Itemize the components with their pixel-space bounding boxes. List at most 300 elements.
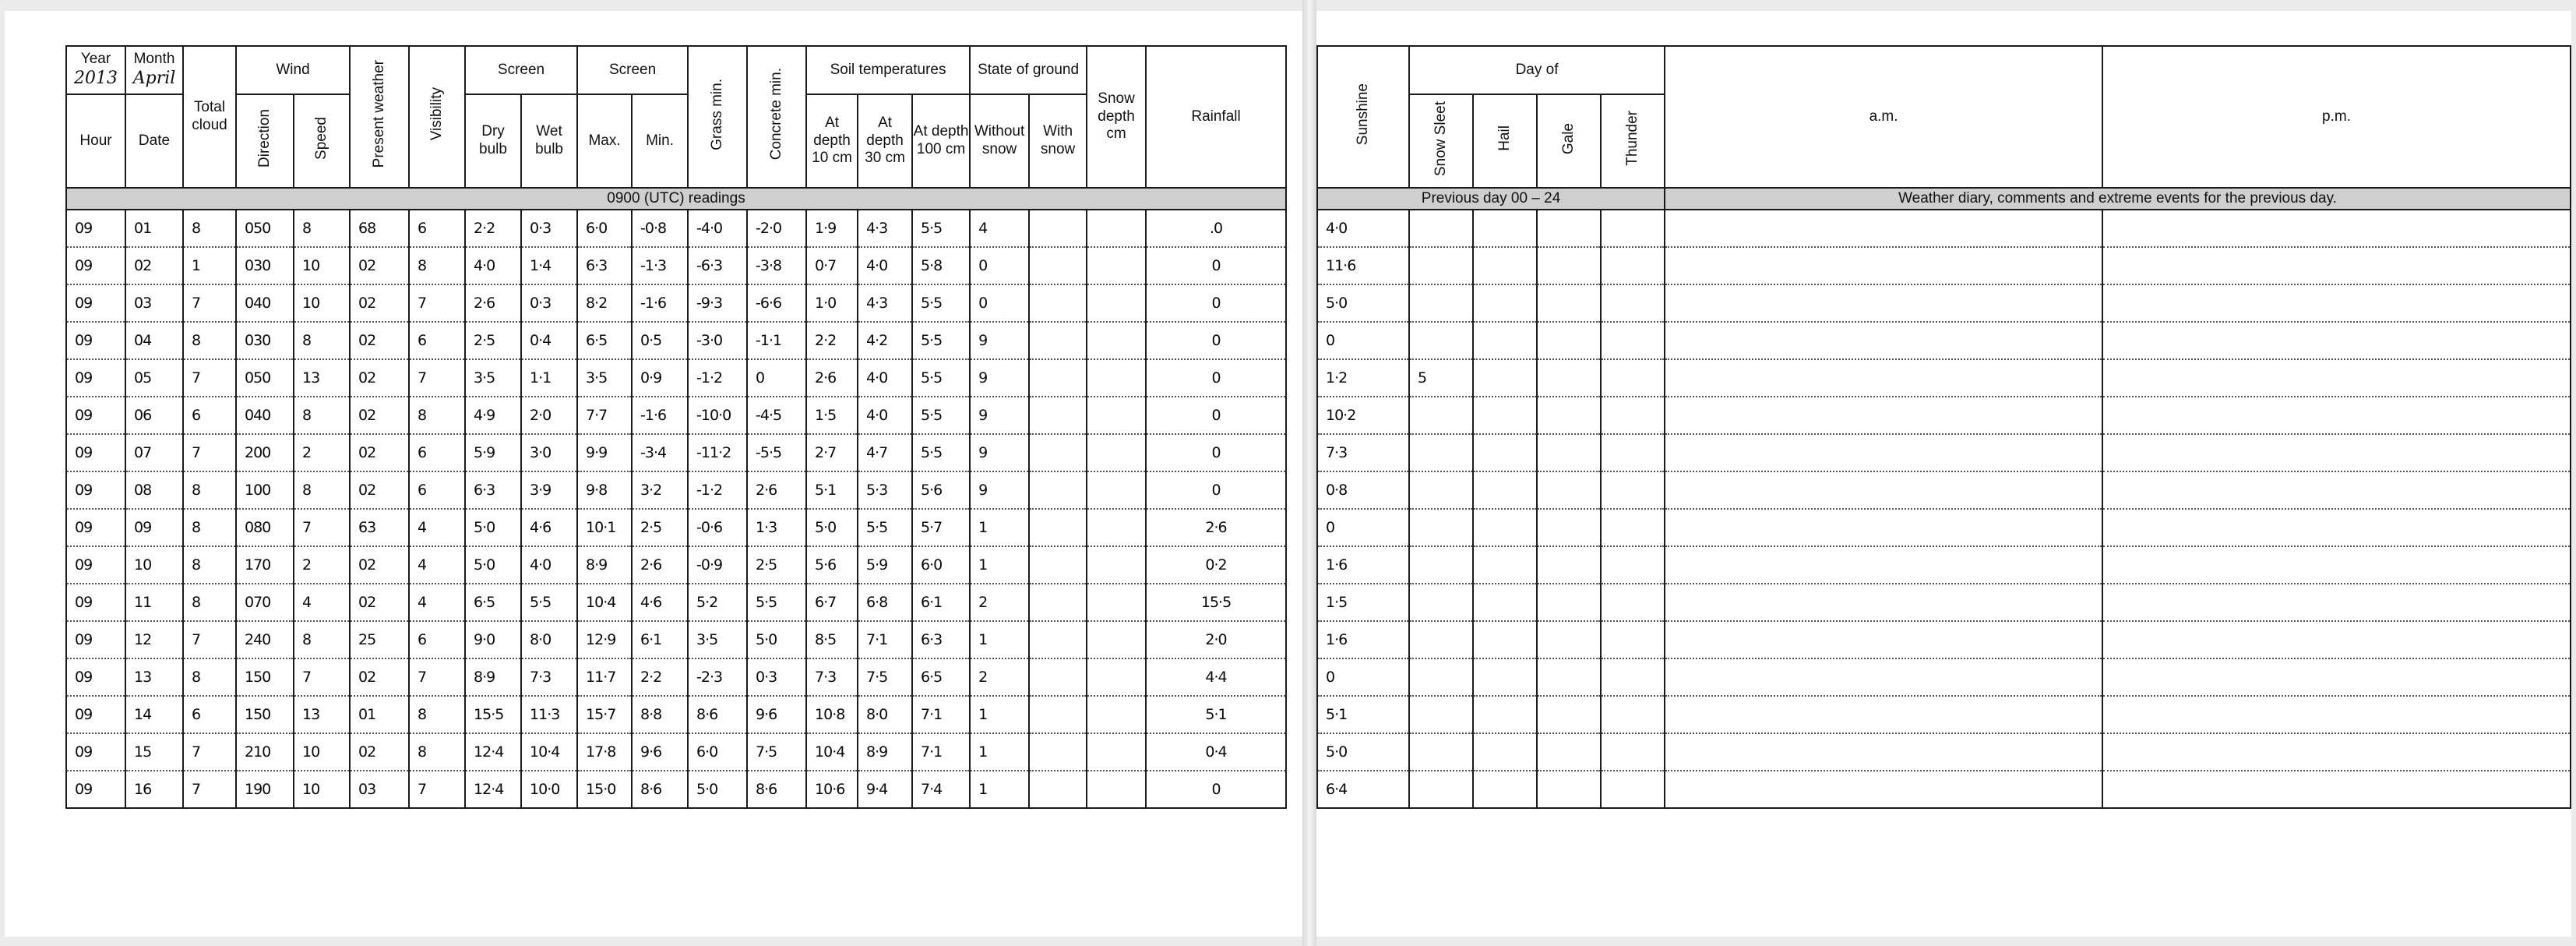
snow-depth-cell [1087,509,1146,546]
rainfall-cell: 5·1 [1146,696,1286,733]
total-cloud-cell: 8 [183,322,236,359]
am-notes-cell [1665,621,2102,658]
soil-30cm-cell: 4·7 [858,434,912,471]
visibility-cell: 8 [409,397,465,434]
soil-10cm-cell: 1·5 [806,397,858,434]
wind-direction-cell: 080 [236,509,294,546]
soil-100cm-cell: 6·1 [912,584,970,621]
wet-bulb-cell: 3·9 [521,471,577,509]
soil-30cm-cell: 7·1 [858,621,912,658]
soil-100cm-cell: 5·5 [912,210,970,247]
soil-10cm-cell: 5·1 [806,471,858,509]
gale-header: Gale [1537,94,1601,188]
concrete-min-cell: 0 [747,359,806,397]
daily-readings-table [65,45,1287,809]
total-cloud-cell: 7 [183,284,236,322]
thunder-cell [1601,733,1665,771]
dry-bulb-cell: 2·6 [465,284,521,322]
book-gutter [1302,0,1316,946]
pm-notes-cell [2102,771,2571,808]
right-page [1316,11,2571,937]
wet-bulb-cell: 4·6 [521,509,577,546]
hour-cell: 09 [66,696,125,733]
present-weather-cell: 02 [350,284,409,322]
max-cell: 15·0 [577,771,632,808]
ground-without-snow-cell: 9 [970,397,1029,434]
ground-with-snow-cell [1029,434,1087,471]
rainfall-cell: 0 [1146,359,1286,397]
min-cell: -0·8 [632,210,688,247]
sunshine-cell: 5·0 [1317,284,1409,322]
wind-speed-cell: 7 [294,658,350,696]
date-cell: 12 [125,621,183,658]
hail-cell [1473,284,1537,322]
visibility-cell: 7 [409,284,465,322]
sunshine-cell: 5·0 [1317,733,1409,771]
table-row [66,284,1286,322]
snow-depth-cell [1087,584,1146,621]
thunder-cell [1601,397,1665,434]
visibility-cell: 8 [409,247,465,284]
snow-depth-cell [1087,322,1146,359]
hour-cell: 09 [66,322,125,359]
hail-cell [1473,621,1537,658]
ground-without-snow-cell: 1 [970,733,1029,771]
previous-day-band: Previous day 00 – 24 [1317,188,1665,210]
concrete-min-cell: 5·5 [747,584,806,621]
am-notes-cell [1665,247,2102,284]
rainfall-cell: 0 [1146,397,1286,434]
snow-sleet-cell [1409,471,1473,509]
grass-min-cell: -0·9 [688,546,747,584]
visibility-cell: 7 [409,658,465,696]
date-cell: 10 [125,546,183,584]
ground-with-snow-cell [1029,322,1087,359]
snow-depth-cell [1087,696,1146,733]
soil-30cm-cell: 8·9 [858,733,912,771]
concrete-min-cell: -4·5 [747,397,806,434]
soil-30cm-cell: 4·0 [858,247,912,284]
wet-bulb-header: Wet bulb [521,94,577,188]
table-row [66,397,1286,434]
date-cell: 03 [125,284,183,322]
total-cloud-cell: 7 [183,621,236,658]
depth-10-header: At depth 10 cm [806,94,858,188]
ground-with-snow-cell [1029,471,1087,509]
table-row [1317,658,2571,696]
total-cloud-cell: 8 [183,546,236,584]
month-value: April [132,69,176,89]
min-cell: 0·5 [632,322,688,359]
dry-bulb-cell: 12·4 [465,771,521,808]
snow-sleet-cell: 5 [1409,359,1473,397]
readings-band: 0900 (UTC) readings [66,188,1286,210]
sunshine-cell: 0 [1317,322,1409,359]
wet-bulb-cell: 3·0 [521,434,577,471]
ground-without-snow-cell: 4 [970,210,1029,247]
soil-30cm-cell: 9·4 [858,771,912,808]
hail-cell [1473,546,1537,584]
soil-10cm-cell: 2·2 [806,322,858,359]
max-cell: 6·3 [577,247,632,284]
gale-cell [1537,210,1601,247]
table-row [66,696,1286,733]
wind-speed-cell: 13 [294,359,350,397]
thunder-cell [1601,509,1665,546]
total-cloud-cell: 8 [183,210,236,247]
soil-10cm-cell: 10·6 [806,771,858,808]
thunder-cell [1601,621,1665,658]
rainfall-cell: 0 [1146,434,1286,471]
wind-direction-cell: 190 [236,771,294,808]
soil-30cm-cell: 5·9 [858,546,912,584]
pm-notes-cell [2102,733,2571,771]
snow-sleet-cell [1409,509,1473,546]
gale-cell [1537,434,1601,471]
snow-sleet-cell [1409,658,1473,696]
wet-bulb-cell: 1·1 [521,359,577,397]
date-cell: 16 [125,771,183,808]
snow-depth-cell [1087,397,1146,434]
sunshine-cell: 6·4 [1317,771,1409,808]
visibility-cell: 7 [409,359,465,397]
present-weather-cell: 02 [350,434,409,471]
wind-speed-cell: 8 [294,322,350,359]
ground-without-snow-cell: 2 [970,658,1029,696]
table-row [1317,247,2571,284]
concrete-min-cell: 7·5 [747,733,806,771]
pm-notes-cell [2102,621,2571,658]
min-cell: 2·6 [632,546,688,584]
table-row [1317,210,2571,247]
soil-10cm-cell: 6·7 [806,584,858,621]
ground-with-snow-cell [1029,771,1087,808]
wet-bulb-cell: 0·4 [521,322,577,359]
rainfall-cell: 0·4 [1146,733,1286,771]
am-notes-cell [1665,658,2102,696]
sunshine-cell: 0 [1317,509,1409,546]
min-cell: -1·3 [632,247,688,284]
ground-with-snow-cell [1029,359,1087,397]
snow-sleet-cell [1409,546,1473,584]
soil-100cm-cell: 5·5 [912,434,970,471]
snow-depth-cell [1087,359,1146,397]
soil-30cm-cell: 6·8 [858,584,912,621]
sunshine-cell: 10·2 [1317,397,1409,434]
soil-30cm-cell: 4·3 [858,210,912,247]
gale-cell [1537,584,1601,621]
min-cell: 8·6 [632,771,688,808]
concrete-min-cell: -2·0 [747,210,806,247]
ground-without-snow-cell: 1 [970,621,1029,658]
screen-header-1: Screen [465,46,577,94]
thunder-cell [1601,584,1665,621]
rainfall-header: Rainfall [1146,46,1286,188]
soil-100cm-cell: 6·0 [912,546,970,584]
present-weather-cell: 02 [350,471,409,509]
pm-notes-cell [2102,509,2571,546]
max-cell: 10·4 [577,584,632,621]
gale-cell [1537,658,1601,696]
min-header: Min. [632,94,688,188]
grass-min-cell: -6·3 [688,247,747,284]
wind-speed-cell: 13 [294,696,350,733]
hour-header: Hour [66,94,125,188]
min-cell: -3·4 [632,434,688,471]
wind-direction-cell: 070 [236,584,294,621]
snow-sleet-cell [1409,621,1473,658]
wet-bulb-cell: 1·4 [521,247,577,284]
wet-bulb-cell: 11·3 [521,696,577,733]
dry-bulb-header: Dry bulb [465,94,521,188]
total-cloud-cell: 8 [183,584,236,621]
thunder-cell [1601,210,1665,247]
wet-bulb-cell: 4·0 [521,546,577,584]
table-row [1317,584,2571,621]
gale-cell [1537,359,1601,397]
snow-depth-cell [1087,733,1146,771]
table-row [1317,434,2571,471]
concrete-min-cell: 0·3 [747,658,806,696]
snow-sleet-cell [1409,771,1473,808]
gale-cell [1537,397,1601,434]
snow-sleet-cell [1409,733,1473,771]
dry-bulb-cell: 5·9 [465,434,521,471]
gale-cell [1537,546,1601,584]
max-cell: 12·9 [577,621,632,658]
thunder-cell [1601,471,1665,509]
present-weather-cell: 02 [350,658,409,696]
total-cloud-cell: 8 [183,509,236,546]
hail-header: Hail [1473,94,1537,188]
date-cell: 02 [125,247,183,284]
present-weather-cell: 02 [350,397,409,434]
dry-bulb-cell: 4·9 [465,397,521,434]
gale-cell [1537,696,1601,733]
table-row [66,471,1286,509]
soil-100cm-cell: 5·5 [912,284,970,322]
soil-100cm-cell: 5·5 [912,359,970,397]
present-weather-cell: 02 [350,733,409,771]
present-weather-cell: 02 [350,322,409,359]
hail-cell [1473,733,1537,771]
visibility-cell: 6 [409,471,465,509]
grass-min-cell: 5·2 [688,584,747,621]
thunder-cell [1601,546,1665,584]
hour-cell: 09 [66,771,125,808]
date-cell: 11 [125,584,183,621]
wind-direction-cell: 040 [236,397,294,434]
max-cell: 11·7 [577,658,632,696]
snow-sleet-cell [1409,284,1473,322]
table-row [66,621,1286,658]
wind-direction-cell: 150 [236,696,294,733]
year-header: Year 2013 [66,46,125,94]
hail-cell [1473,509,1537,546]
sunshine-cell: 1·6 [1317,621,1409,658]
pm-notes-cell [2102,359,2571,397]
soil-30cm-cell: 4·2 [858,322,912,359]
wind-header: Wind [236,46,350,94]
soil-30cm-cell: 4·0 [858,359,912,397]
rainfall-cell: 2·0 [1146,621,1286,658]
wind-direction-cell: 100 [236,471,294,509]
concrete-min-cell: -3·8 [747,247,806,284]
max-cell: 8·2 [577,284,632,322]
month-header: Month April [125,46,183,94]
diary-table [1316,45,2571,809]
soil-10cm-cell: 10·8 [806,696,858,733]
snow-sleet-cell [1409,322,1473,359]
dry-bulb-cell: 15·5 [465,696,521,733]
max-cell: 3·5 [577,359,632,397]
table-row [1317,471,2571,509]
am-notes-cell [1665,584,2102,621]
pm-notes-cell [2102,471,2571,509]
total-cloud-cell: 7 [183,733,236,771]
speed-header: Speed [294,94,350,188]
min-cell: 9·6 [632,733,688,771]
snow-depth-cell [1087,247,1146,284]
min-cell: 2·5 [632,509,688,546]
snow-sleet-cell [1409,397,1473,434]
ground-with-snow-cell [1029,397,1087,434]
gale-cell [1537,771,1601,808]
hour-cell: 09 [66,247,125,284]
wind-speed-cell: 10 [294,771,350,808]
snow-sleet-cell [1409,584,1473,621]
min-cell: -1·6 [632,397,688,434]
grass-min-cell: -10·0 [688,397,747,434]
pm-notes-cell [2102,434,2571,471]
concrete-min-cell: 9·6 [747,696,806,733]
sunshine-cell: 1·6 [1317,546,1409,584]
concrete-min-header: Concrete min. [747,46,806,188]
thunder-cell [1601,322,1665,359]
table-row [66,434,1286,471]
ground-with-snow-cell [1029,658,1087,696]
snow-sleet-cell [1409,210,1473,247]
soil-10cm-cell: 2·7 [806,434,858,471]
max-cell: 9·9 [577,434,632,471]
screen-header-2: Screen [577,46,688,94]
table-row [1317,546,2571,584]
hour-cell: 09 [66,471,125,509]
table-row [66,210,1286,247]
dry-bulb-cell: 2·5 [465,322,521,359]
soil-30cm-cell: 5·5 [858,509,912,546]
rainfall-cell: 0 [1146,471,1286,509]
hail-cell [1473,210,1537,247]
sunshine-cell: 0 [1317,658,1409,696]
visibility-cell: 7 [409,771,465,808]
table-row [1317,733,2571,771]
grass-min-cell: 6·0 [688,733,747,771]
total-cloud-header: Total cloud [183,46,236,188]
ground-with-snow-cell [1029,247,1087,284]
pm-notes-cell [2102,696,2571,733]
pm-notes-cell [2102,546,2571,584]
wind-speed-cell: 10 [294,733,350,771]
pm-notes-cell [2102,247,2571,284]
table-row [66,771,1286,808]
hail-cell [1473,658,1537,696]
rainfall-cell: 0 [1146,284,1286,322]
hail-cell [1473,696,1537,733]
thunder-cell [1601,284,1665,322]
wet-bulb-cell: 10·0 [521,771,577,808]
rainfall-cell: 0·2 [1146,546,1286,584]
ground-without-snow-cell: 1 [970,509,1029,546]
wind-speed-cell: 7 [294,509,350,546]
grass-min-cell: 5·0 [688,771,747,808]
table-row [1317,397,2571,434]
soil-100cm-cell: 6·5 [912,658,970,696]
table-row [1317,621,2571,658]
dry-bulb-cell: 3·5 [465,359,521,397]
table-row [1317,359,2571,397]
table-row [1317,771,2571,808]
table-row [1317,696,2571,733]
gale-cell [1537,322,1601,359]
wind-direction-cell: 030 [236,322,294,359]
thunder-cell [1601,434,1665,471]
hour-cell: 09 [66,658,125,696]
total-cloud-cell: 8 [183,471,236,509]
pm-notes-cell [2102,397,2571,434]
wind-speed-cell: 10 [294,284,350,322]
min-cell: 8·8 [632,696,688,733]
soil-10cm-cell: 5·0 [806,509,858,546]
hour-cell: 09 [66,546,125,584]
total-cloud-cell: 7 [183,771,236,808]
ground-without-snow-cell: 1 [970,546,1029,584]
wind-direction-cell: 170 [236,546,294,584]
snow-sleet-cell [1409,434,1473,471]
dry-bulb-cell: 2·2 [465,210,521,247]
table-row [66,733,1286,771]
ground-without-snow-cell: 9 [970,359,1029,397]
wind-direction-cell: 200 [236,434,294,471]
min-cell: -1·6 [632,284,688,322]
pm-notes-cell [2102,284,2571,322]
hour-cell: 09 [66,284,125,322]
thunder-cell [1601,359,1665,397]
hour-cell: 09 [66,584,125,621]
min-cell: 3·2 [632,471,688,509]
thunder-cell [1601,771,1665,808]
left-page [5,11,1302,937]
hail-cell [1473,434,1537,471]
present-weather-cell: 68 [350,210,409,247]
total-cloud-cell: 1 [183,247,236,284]
present-weather-cell: 02 [350,247,409,284]
present-weather-cell: 03 [350,771,409,808]
visibility-cell: 4 [409,509,465,546]
diary-band: Weather diary, comments and extreme events for the previous day. [1665,188,2571,210]
dry-bulb-cell: 9·0 [465,621,521,658]
hail-cell [1473,471,1537,509]
date-cell: 15 [125,733,183,771]
wet-bulb-cell: 7·3 [521,658,577,696]
dry-bulb-cell: 8·9 [465,658,521,696]
grass-min-cell: -0·6 [688,509,747,546]
min-cell: 2·2 [632,658,688,696]
hail-cell [1473,771,1537,808]
ground-with-snow-cell [1029,210,1087,247]
wet-bulb-cell: 0·3 [521,284,577,322]
visibility-cell: 4 [409,546,465,584]
